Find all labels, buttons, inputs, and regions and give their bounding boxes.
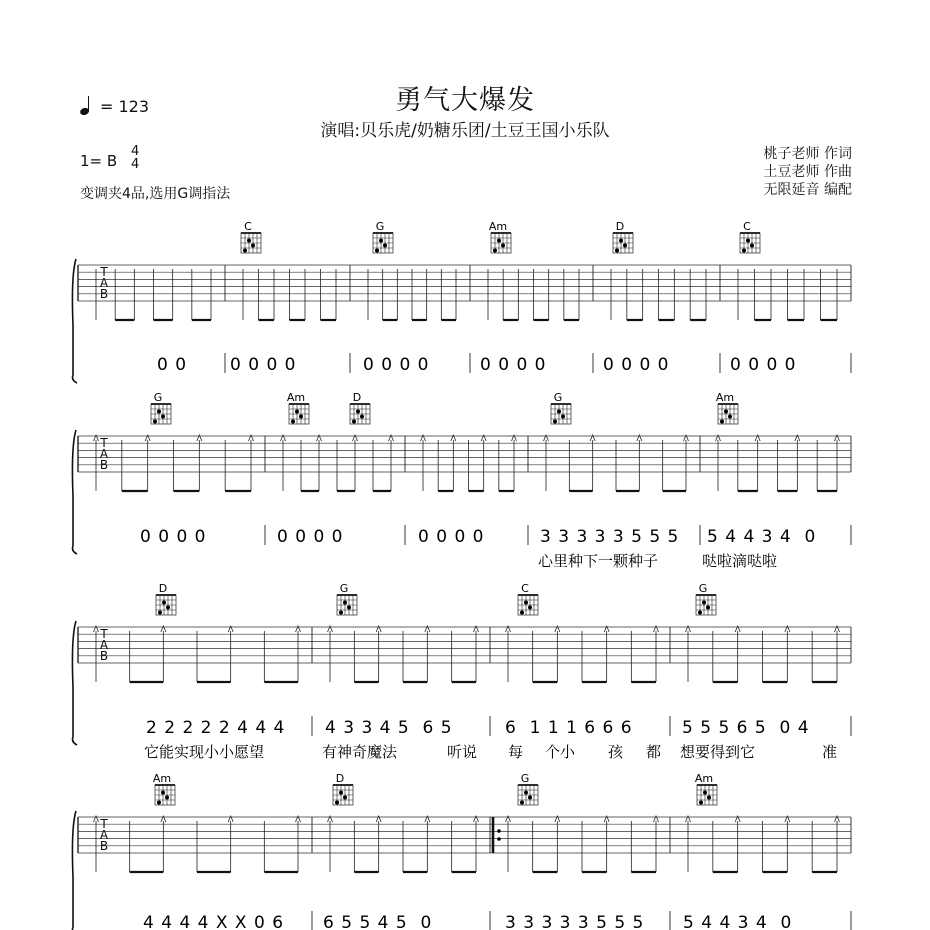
chord-dot [347,606,351,610]
chord-dot [339,791,343,795]
chord-dot [524,791,528,795]
chord-dot [343,796,347,800]
lyric-text: 孩 [608,743,624,761]
chord-dot [742,249,746,253]
chord-dot [251,244,255,248]
numbered-notes: 2 2 2 2 2 4 4 4 [146,718,286,738]
lyric-text: 它能实现小小愿望 [144,743,265,761]
chord-dot [501,244,505,248]
numbered-notes: 0 0 0 0 [277,527,344,547]
chord-dot [702,601,706,605]
chord-name: G [339,582,349,595]
tab-letter: B [99,287,109,301]
chord-dot [528,796,532,800]
chord-dot [153,420,157,424]
chord-name: Am [488,220,508,233]
numbered-notes: 0 0 0 0 [603,355,670,375]
numbered-notes: 0 0 0 0 [480,355,547,375]
tab-letter: T [100,265,108,279]
chord-dot [750,244,754,248]
tab-system-1 [72,220,851,383]
chord-dot [623,244,627,248]
tab-letter: A [99,638,109,652]
chord-dot [291,420,295,424]
tab-letter: B [99,649,109,663]
chord-dot [299,415,303,419]
numbered-notes: 4 4 4 4 X X 0 6 [143,913,285,930]
repeat-dot [497,837,501,841]
lyric-text: 每 [508,743,524,761]
chord-dot [379,239,383,243]
chord-dot [497,239,501,243]
chord-name: D [335,772,345,785]
chord-dot [166,606,170,610]
system-bracket [72,811,77,930]
credit-lyricist: 桃子老师 作词 [763,146,852,162]
tab-letter: A [99,828,109,842]
system-bracket [72,430,77,554]
tab-system-2 [72,391,851,570]
chord-dot [561,415,565,419]
chord-dot [158,611,162,615]
chord-dot [524,601,528,605]
chord-name: Am [286,391,306,404]
system-bracket [72,259,77,383]
chord-dot [615,249,619,253]
chord-dot [247,239,251,243]
repeat-dot [497,829,501,833]
chord-dot [356,410,360,414]
time-top: 4 [131,144,140,159]
tab-letter: B [99,839,109,853]
lyric-text: 想要得到它 [680,743,756,761]
chord-dot [335,801,339,805]
chord-dot [528,606,532,610]
chord-dot [707,796,711,800]
chord-name: G [698,582,708,595]
chord-dot [520,611,524,615]
chord-dot [553,420,557,424]
chord-dot [493,249,497,253]
chord-name: C [521,582,529,595]
chord-dot [161,791,165,795]
chord-dot [557,410,561,414]
numbered-notes: 0 0 0 0 [230,355,297,375]
capo-note: 变调夹4品,选用G调指法 [80,186,231,202]
tab-letter: T [100,436,108,450]
numbered-notes: 3 3 3 3 3 5 5 5 [505,913,645,930]
time-bottom: 4 [131,157,140,172]
chord-name: G [153,391,163,404]
chord-name: D [615,220,625,233]
chord-dot [295,410,299,414]
lyric-text: 准 [822,743,838,761]
tab-letter: A [99,447,109,461]
numbered-notes: 0 0 0 0 [730,355,797,375]
chord-dot [728,415,732,419]
chord-dot [165,796,169,800]
numbered-notes: 4 3 3 4 5 6 5 [325,718,453,738]
chord-dot [724,410,728,414]
numbered-notes: 0 0 0 0 [418,527,485,547]
chord-dot [720,420,724,424]
lyric-text: 听说 [447,743,478,761]
lyric-text: 都 [646,743,662,761]
tab-letter: T [100,627,108,641]
chord-name: Am [715,391,735,404]
tab-letter: A [99,276,109,290]
chord-dot [162,601,166,605]
chord-name: G [375,220,385,233]
chord-dot [383,244,387,248]
numbered-notes: 6 1 1 1 6 6 6 [505,718,633,738]
numbered-notes: 6 5 5 4 5 0 [323,913,433,930]
chord-dot [360,415,364,419]
singers-line: 演唱:贝乐虎/奶糖乐团/土豆王国小乐队 [320,121,610,141]
chord-dot [699,801,703,805]
system-bracket [72,621,77,745]
chord-dot [157,801,161,805]
lyric-text: 哒啦滴哒啦 [702,552,778,570]
chord-dot [703,791,707,795]
chord-name: C [244,220,252,233]
chord-name: G [520,772,530,785]
tempo-value: = 123 [100,97,150,116]
numbered-notes: 5 4 4 3 4 0 [683,913,793,930]
chord-dot [352,420,356,424]
chord-dot [375,249,379,253]
chord-name: Am [152,772,172,785]
chord-dot [161,415,165,419]
chord-name: C [743,220,751,233]
numbered-notes: 3 3 3 3 3 5 5 5 [540,527,680,547]
numbered-notes: 0 0 0 0 [363,355,430,375]
chord-dot [520,801,524,805]
song-title: 勇气大爆发 [395,85,535,116]
tab-system-3 [72,582,851,761]
lyric-text: 心里种下一颗种子 [538,552,659,570]
credit-arranger: 无限延音 编配 [763,182,852,198]
chord-name: G [553,391,563,404]
chord-dot [243,249,247,253]
chord-name: D [158,582,168,595]
chord-dot [706,606,710,610]
chord-dot [343,601,347,605]
numbered-notes: 5 5 5 6 5 0 4 [682,718,810,738]
chord-dot [619,239,623,243]
numbered-notes: 0 0 [157,355,188,375]
chord-dot [339,611,343,615]
chord-name: D [352,391,362,404]
tab-system-4 [72,772,851,930]
chord-dot [157,410,161,414]
lyric-text: 个小 [545,743,576,761]
tab-letter: T [100,817,108,831]
chord-name: Am [694,772,714,785]
key-signature: 1= B [80,152,118,170]
numbered-notes: 5 4 4 3 4 0 [707,527,817,547]
tab-letter: B [99,458,109,472]
chord-dot [746,239,750,243]
numbered-notes: 0 0 0 0 [140,527,207,547]
chord-dot [698,611,702,615]
lyric-text: 有神奇魔法 [322,743,398,761]
credit-composer: 土豆老师 作曲 [763,164,852,180]
